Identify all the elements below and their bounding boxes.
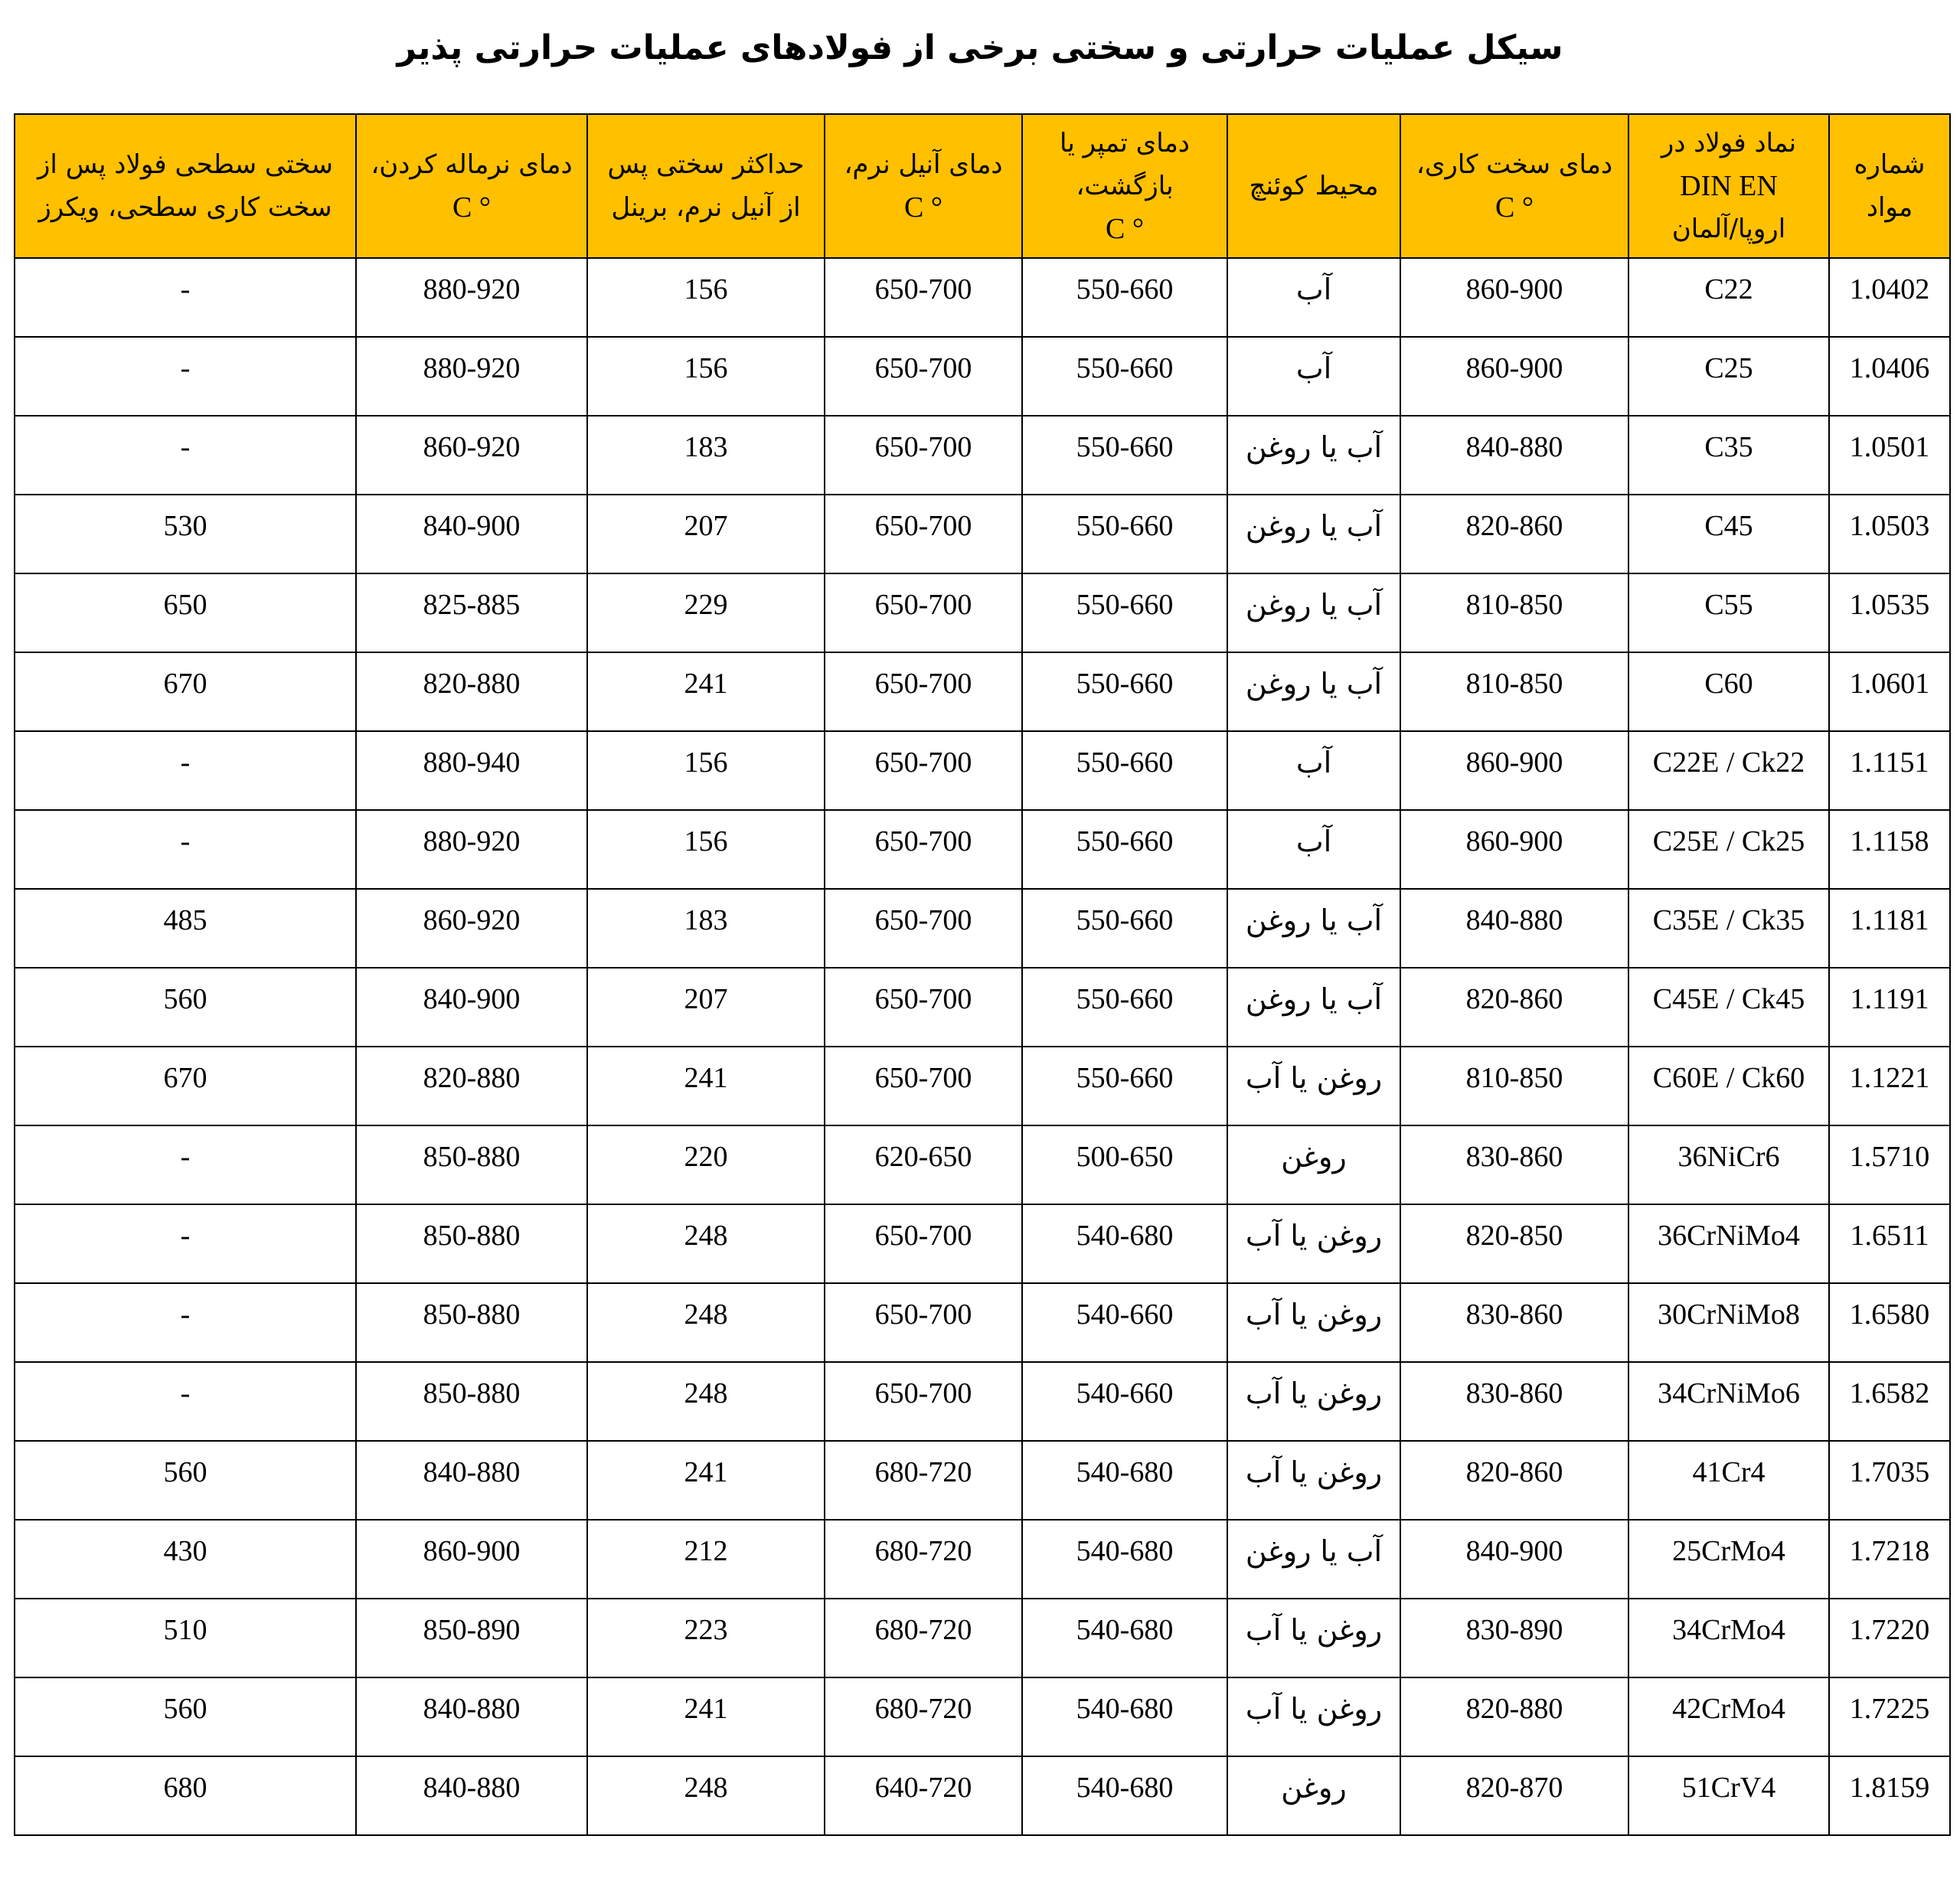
cell-max-hardness: 241 bbox=[587, 1677, 825, 1756]
cell-normalizing-temp: 825-885 bbox=[356, 573, 587, 652]
table-row bbox=[15, 652, 1950, 731]
cell-temper-temp: 540-680 bbox=[1022, 1599, 1227, 1677]
cell-surface-hardness: - bbox=[15, 416, 356, 495]
cell-surface-hardness: - bbox=[15, 337, 356, 416]
cell-max-hardness: 156 bbox=[587, 810, 825, 889]
cell-symbol: 36CrNiMo4 bbox=[1628, 1204, 1829, 1283]
column-header-line: دمای آنیل نرم، bbox=[844, 149, 1003, 180]
cell-material-no: 1.7218 bbox=[1829, 1520, 1950, 1599]
cell-max-hardness: 223 bbox=[587, 1599, 825, 1677]
cell-symbol: C35E / Ck35 bbox=[1628, 889, 1829, 968]
cell-surface-hardness: 670 bbox=[15, 652, 356, 731]
column-header-line: ° C bbox=[903, 191, 943, 224]
cell-symbol: C55 bbox=[1628, 573, 1829, 652]
cell-soft-anneal-temp: 650-700 bbox=[825, 1362, 1022, 1441]
cell-material-no: 1.7225 bbox=[1829, 1677, 1950, 1756]
cell-hardening-temp: 820-860 bbox=[1400, 968, 1628, 1047]
cell-soft-anneal-temp: 650-700 bbox=[825, 652, 1022, 731]
cell-surface-hardness: 650 bbox=[15, 573, 356, 652]
cell-normalizing-temp: 840-880 bbox=[356, 1441, 587, 1520]
cell-hardening-temp: 820-870 bbox=[1400, 1756, 1628, 1835]
cell-temper-temp: 540-680 bbox=[1022, 1520, 1227, 1599]
cell-material-no: 1.0601 bbox=[1829, 652, 1950, 731]
column-header-soft-anneal-temp bbox=[825, 114, 1022, 258]
cell-soft-anneal-temp: 650-700 bbox=[825, 1047, 1022, 1125]
column-header-quench-medium bbox=[1227, 114, 1400, 258]
cell-symbol: C45E / Ck45 bbox=[1628, 968, 1829, 1047]
cell-normalizing-temp: 880-920 bbox=[356, 810, 587, 889]
cell-soft-anneal-temp: 650-700 bbox=[825, 889, 1022, 968]
column-header-line: اروپا/آلمان bbox=[1671, 214, 1786, 244]
cell-symbol: C60 bbox=[1628, 652, 1829, 731]
cell-temper-temp: 550-660 bbox=[1022, 652, 1227, 731]
cell-normalizing-temp: 840-900 bbox=[356, 968, 587, 1047]
table-row bbox=[15, 1520, 1950, 1599]
cell-normalizing-temp: 860-900 bbox=[356, 1520, 587, 1599]
cell-max-hardness: 241 bbox=[587, 1047, 825, 1125]
cell-temper-temp: 540-680 bbox=[1022, 1204, 1227, 1283]
cell-quench-medium: آب یا روغن bbox=[1227, 652, 1400, 731]
cell-quench-medium: روغن یا آب bbox=[1227, 1599, 1400, 1677]
column-header-line: محیط کوئنچ bbox=[1249, 171, 1379, 201]
cell-quench-medium: آب یا روغن bbox=[1227, 416, 1400, 495]
cell-temper-temp: 550-660 bbox=[1022, 258, 1227, 337]
cell-soft-anneal-temp: 680-720 bbox=[825, 1599, 1022, 1677]
cell-surface-hardness: 560 bbox=[15, 968, 356, 1047]
table-row bbox=[15, 968, 1950, 1047]
table-row bbox=[15, 1677, 1950, 1756]
cell-symbol: C45 bbox=[1628, 495, 1829, 573]
table-row bbox=[15, 889, 1950, 968]
cell-hardening-temp: 830-860 bbox=[1400, 1362, 1628, 1441]
cell-max-hardness: 229 bbox=[587, 573, 825, 652]
cell-material-no: 1.0402 bbox=[1829, 258, 1950, 337]
column-header-line: شماره bbox=[1854, 149, 1926, 180]
cell-normalizing-temp: 850-890 bbox=[356, 1599, 587, 1677]
cell-hardening-temp: 810-850 bbox=[1400, 573, 1628, 652]
cell-temper-temp: 550-660 bbox=[1022, 889, 1227, 968]
cell-symbol: C60E / Ck60 bbox=[1628, 1047, 1829, 1125]
column-header-line: سخت کاری سطحی، ویکرز bbox=[38, 192, 332, 223]
cell-soft-anneal-temp: 680-720 bbox=[825, 1520, 1022, 1599]
cell-quench-medium: آب bbox=[1227, 810, 1400, 889]
cell-max-hardness: 156 bbox=[587, 258, 825, 337]
cell-quench-medium: آب bbox=[1227, 731, 1400, 810]
cell-max-hardness: 248 bbox=[587, 1283, 825, 1362]
cell-temper-temp: 550-660 bbox=[1022, 810, 1227, 889]
cell-max-hardness: 241 bbox=[587, 652, 825, 731]
cell-soft-anneal-temp: 650-700 bbox=[825, 258, 1022, 337]
cell-hardening-temp: 860-900 bbox=[1400, 810, 1628, 889]
cell-material-no: 1.7035 bbox=[1829, 1441, 1950, 1520]
cell-hardening-temp: 840-880 bbox=[1400, 416, 1628, 495]
cell-hardening-temp: 810-850 bbox=[1400, 1047, 1628, 1125]
cell-symbol: C22E / Ck22 bbox=[1628, 731, 1829, 810]
cell-normalizing-temp: 860-920 bbox=[356, 889, 587, 968]
cell-symbol: 51CrV4 bbox=[1628, 1756, 1829, 1835]
cell-quench-medium: آب یا روغن bbox=[1227, 573, 1400, 652]
cell-soft-anneal-temp: 650-700 bbox=[825, 810, 1022, 889]
cell-hardening-temp: 820-860 bbox=[1400, 1441, 1628, 1520]
cell-surface-hardness: 680 bbox=[15, 1756, 356, 1835]
cell-temper-temp: 500-650 bbox=[1022, 1125, 1227, 1204]
cell-symbol: C22 bbox=[1628, 258, 1829, 337]
cell-surface-hardness: - bbox=[15, 810, 356, 889]
table-row bbox=[15, 258, 1950, 337]
cell-material-no: 1.6582 bbox=[1829, 1362, 1950, 1441]
column-header-symbol bbox=[1628, 114, 1829, 258]
cell-soft-anneal-temp: 650-700 bbox=[825, 1283, 1022, 1362]
page-title: سیکل عملیات حرارتی و سختی برخی از فولادهای عملیات حرارتی پذیر bbox=[397, 28, 1563, 67]
column-header-temper-temp bbox=[1022, 114, 1227, 258]
cell-max-hardness: 156 bbox=[587, 731, 825, 810]
cell-material-no: 1.1191 bbox=[1829, 968, 1950, 1047]
column-header-line: دمای سخت کاری، bbox=[1416, 149, 1613, 180]
table-row bbox=[15, 1441, 1950, 1520]
cell-hardening-temp: 820-880 bbox=[1400, 1677, 1628, 1756]
cell-max-hardness: 207 bbox=[587, 968, 825, 1047]
cell-surface-hardness: - bbox=[15, 258, 356, 337]
cell-material-no: 1.6511 bbox=[1829, 1204, 1950, 1283]
column-header-line: DIN EN bbox=[1680, 170, 1778, 202]
cell-symbol: 42CrMo4 bbox=[1628, 1677, 1829, 1756]
cell-hardening-temp: 830-860 bbox=[1400, 1125, 1628, 1204]
cell-soft-anneal-temp: 650-700 bbox=[825, 731, 1022, 810]
cell-max-hardness: 212 bbox=[587, 1520, 825, 1599]
cell-quench-medium: روغن یا آب bbox=[1227, 1677, 1400, 1756]
cell-soft-anneal-temp: 650-700 bbox=[825, 416, 1022, 495]
cell-hardening-temp: 810-850 bbox=[1400, 652, 1628, 731]
cell-soft-anneal-temp: 640-720 bbox=[825, 1756, 1022, 1835]
cell-temper-temp: 540-660 bbox=[1022, 1362, 1227, 1441]
steel-heat-treatment-table bbox=[14, 113, 1951, 1836]
cell-symbol: 36NiCr6 bbox=[1628, 1125, 1829, 1204]
cell-symbol: 25CrMo4 bbox=[1628, 1520, 1829, 1599]
column-header-line: ° C bbox=[1105, 213, 1145, 245]
cell-symbol: 30CrNiMo8 bbox=[1628, 1283, 1829, 1362]
cell-surface-hardness: 560 bbox=[15, 1441, 356, 1520]
table-row bbox=[15, 810, 1950, 889]
table-body bbox=[15, 258, 1950, 1835]
cell-normalizing-temp: 880-940 bbox=[356, 731, 587, 810]
column-header-max-hardness bbox=[587, 114, 825, 258]
cell-max-hardness: 248 bbox=[587, 1756, 825, 1835]
cell-max-hardness: 248 bbox=[587, 1362, 825, 1441]
cell-normalizing-temp: 850-880 bbox=[356, 1283, 587, 1362]
cell-surface-hardness: 670 bbox=[15, 1047, 356, 1125]
cell-max-hardness: 248 bbox=[587, 1204, 825, 1283]
cell-symbol: 41Cr4 bbox=[1628, 1441, 1829, 1520]
cell-material-no: 1.0535 bbox=[1829, 573, 1950, 652]
cell-temper-temp: 550-660 bbox=[1022, 495, 1227, 573]
column-header-line: ° C bbox=[1494, 191, 1534, 224]
cell-max-hardness: 207 bbox=[587, 495, 825, 573]
cell-quench-medium: آب یا روغن bbox=[1227, 968, 1400, 1047]
cell-temper-temp: 540-680 bbox=[1022, 1441, 1227, 1520]
cell-hardening-temp: 840-900 bbox=[1400, 1520, 1628, 1599]
table-row bbox=[15, 573, 1950, 652]
cell-material-no: 1.6580 bbox=[1829, 1283, 1950, 1362]
column-header-line: دمای تمپر یا bbox=[1060, 128, 1190, 158]
column-header-surface-hardness bbox=[15, 114, 356, 258]
cell-quench-medium: آب یا روغن bbox=[1227, 1520, 1400, 1599]
table-row bbox=[15, 416, 1950, 495]
cell-material-no: 1.0406 bbox=[1829, 337, 1950, 416]
cell-hardening-temp: 830-860 bbox=[1400, 1283, 1628, 1362]
cell-quench-medium: آب bbox=[1227, 337, 1400, 416]
table-row bbox=[15, 731, 1950, 810]
cell-normalizing-temp: 840-880 bbox=[356, 1677, 587, 1756]
column-header-line: بازگشت، bbox=[1076, 171, 1174, 201]
cell-normalizing-temp: 860-920 bbox=[356, 416, 587, 495]
column-header-line: حداکثر سختی پس bbox=[607, 149, 805, 180]
cell-surface-hardness: - bbox=[15, 731, 356, 810]
table-row bbox=[15, 1204, 1950, 1283]
column-header-line: مواد bbox=[1866, 192, 1913, 223]
cell-soft-anneal-temp: 650-700 bbox=[825, 1204, 1022, 1283]
cell-surface-hardness: - bbox=[15, 1362, 356, 1441]
column-header-hardening-temp bbox=[1400, 114, 1628, 258]
table-header-row bbox=[15, 114, 1950, 258]
cell-max-hardness: 241 bbox=[587, 1441, 825, 1520]
cell-symbol: C35 bbox=[1628, 416, 1829, 495]
cell-normalizing-temp: 840-900 bbox=[356, 495, 587, 573]
cell-quench-medium: روغن یا آب bbox=[1227, 1047, 1400, 1125]
cell-soft-anneal-temp: 680-720 bbox=[825, 1441, 1022, 1520]
cell-symbol: 34CrMo4 bbox=[1628, 1599, 1829, 1677]
cell-surface-hardness: 560 bbox=[15, 1677, 356, 1756]
cell-surface-hardness: 530 bbox=[15, 495, 356, 573]
cell-normalizing-temp: 880-920 bbox=[356, 258, 587, 337]
cell-soft-anneal-temp: 650-700 bbox=[825, 337, 1022, 416]
table-row bbox=[15, 1599, 1950, 1677]
table-row bbox=[15, 1756, 1950, 1835]
cell-material-no: 1.7220 bbox=[1829, 1599, 1950, 1677]
cell-material-no: 1.0501 bbox=[1829, 416, 1950, 495]
cell-quench-medium: روغن bbox=[1227, 1125, 1400, 1204]
column-header-line: سختی سطحی فولاد پس از bbox=[38, 149, 333, 180]
cell-normalizing-temp: 850-880 bbox=[356, 1125, 587, 1204]
cell-quench-medium: آب یا روغن bbox=[1227, 889, 1400, 968]
cell-normalizing-temp: 820-880 bbox=[356, 1047, 587, 1125]
cell-soft-anneal-temp: 650-700 bbox=[825, 968, 1022, 1047]
cell-soft-anneal-temp: 620-650 bbox=[825, 1125, 1022, 1204]
cell-temper-temp: 550-660 bbox=[1022, 968, 1227, 1047]
column-header-normalizing-temp bbox=[356, 114, 587, 258]
cell-material-no: 1.1151 bbox=[1829, 731, 1950, 810]
table-row bbox=[15, 495, 1950, 573]
cell-hardening-temp: 840-880 bbox=[1400, 889, 1628, 968]
cell-symbol: 34CrNiMo6 bbox=[1628, 1362, 1829, 1441]
cell-temper-temp: 550-660 bbox=[1022, 731, 1227, 810]
cell-quench-medium: روغن یا آب bbox=[1227, 1204, 1400, 1283]
cell-quench-medium: آب یا روغن bbox=[1227, 495, 1400, 573]
cell-temper-temp: 540-680 bbox=[1022, 1677, 1227, 1756]
cell-max-hardness: 183 bbox=[587, 416, 825, 495]
cell-material-no: 1.8159 bbox=[1829, 1756, 1950, 1835]
cell-temper-temp: 550-660 bbox=[1022, 416, 1227, 495]
cell-temper-temp: 550-660 bbox=[1022, 573, 1227, 652]
cell-soft-anneal-temp: 680-720 bbox=[825, 1677, 1022, 1756]
cell-normalizing-temp: 820-880 bbox=[356, 652, 587, 731]
cell-quench-medium: روغن یا آب bbox=[1227, 1441, 1400, 1520]
table-row bbox=[15, 337, 1950, 416]
cell-normalizing-temp: 850-880 bbox=[356, 1362, 587, 1441]
cell-temper-temp: 550-660 bbox=[1022, 1047, 1227, 1125]
cell-hardening-temp: 860-900 bbox=[1400, 337, 1628, 416]
table-row bbox=[15, 1283, 1950, 1362]
column-header-material-no bbox=[1829, 114, 1950, 258]
cell-surface-hardness: 485 bbox=[15, 889, 356, 968]
cell-temper-temp: 550-660 bbox=[1022, 337, 1227, 416]
cell-material-no: 1.0503 bbox=[1829, 495, 1950, 573]
cell-max-hardness: 220 bbox=[587, 1125, 825, 1204]
cell-hardening-temp: 860-900 bbox=[1400, 258, 1628, 337]
cell-soft-anneal-temp: 650-700 bbox=[825, 573, 1022, 652]
cell-quench-medium: آب bbox=[1227, 258, 1400, 337]
cell-surface-hardness: - bbox=[15, 1125, 356, 1204]
table-row bbox=[15, 1362, 1950, 1441]
cell-quench-medium: روغن bbox=[1227, 1756, 1400, 1835]
cell-hardening-temp: 820-850 bbox=[1400, 1204, 1628, 1283]
cell-hardening-temp: 830-890 bbox=[1400, 1599, 1628, 1677]
cell-normalizing-temp: 880-920 bbox=[356, 337, 587, 416]
table-row bbox=[15, 1047, 1950, 1125]
cell-temper-temp: 540-660 bbox=[1022, 1283, 1227, 1362]
cell-surface-hardness: 510 bbox=[15, 1599, 356, 1677]
cell-quench-medium: روغن یا آب bbox=[1227, 1283, 1400, 1362]
cell-material-no: 1.1181 bbox=[1829, 889, 1950, 968]
cell-quench-medium: روغن یا آب bbox=[1227, 1362, 1400, 1441]
cell-surface-hardness: 430 bbox=[15, 1520, 356, 1599]
cell-hardening-temp: 820-860 bbox=[1400, 495, 1628, 573]
cell-surface-hardness: - bbox=[15, 1283, 356, 1362]
cell-normalizing-temp: 840-880 bbox=[356, 1756, 587, 1835]
cell-hardening-temp: 860-900 bbox=[1400, 731, 1628, 810]
cell-symbol: C25E / Ck25 bbox=[1628, 810, 1829, 889]
cell-symbol: C25 bbox=[1628, 337, 1829, 416]
cell-material-no: 1.5710 bbox=[1829, 1125, 1950, 1204]
cell-normalizing-temp: 850-880 bbox=[356, 1204, 587, 1283]
cell-max-hardness: 156 bbox=[587, 337, 825, 416]
cell-surface-hardness: - bbox=[15, 1204, 356, 1283]
cell-material-no: 1.1221 bbox=[1829, 1047, 1950, 1125]
table-row bbox=[15, 1125, 1950, 1204]
column-header-line: نماد فولاد در bbox=[1661, 128, 1797, 158]
column-header-line: از آنیل نرم، برینل bbox=[611, 192, 801, 223]
cell-max-hardness: 183 bbox=[587, 889, 825, 968]
cell-soft-anneal-temp: 650-700 bbox=[825, 495, 1022, 573]
column-header-line: ° C bbox=[452, 191, 492, 224]
cell-material-no: 1.1158 bbox=[1829, 810, 1950, 889]
column-header-line: دمای نرماله کردن، bbox=[371, 149, 573, 180]
cell-temper-temp: 540-680 bbox=[1022, 1756, 1227, 1835]
